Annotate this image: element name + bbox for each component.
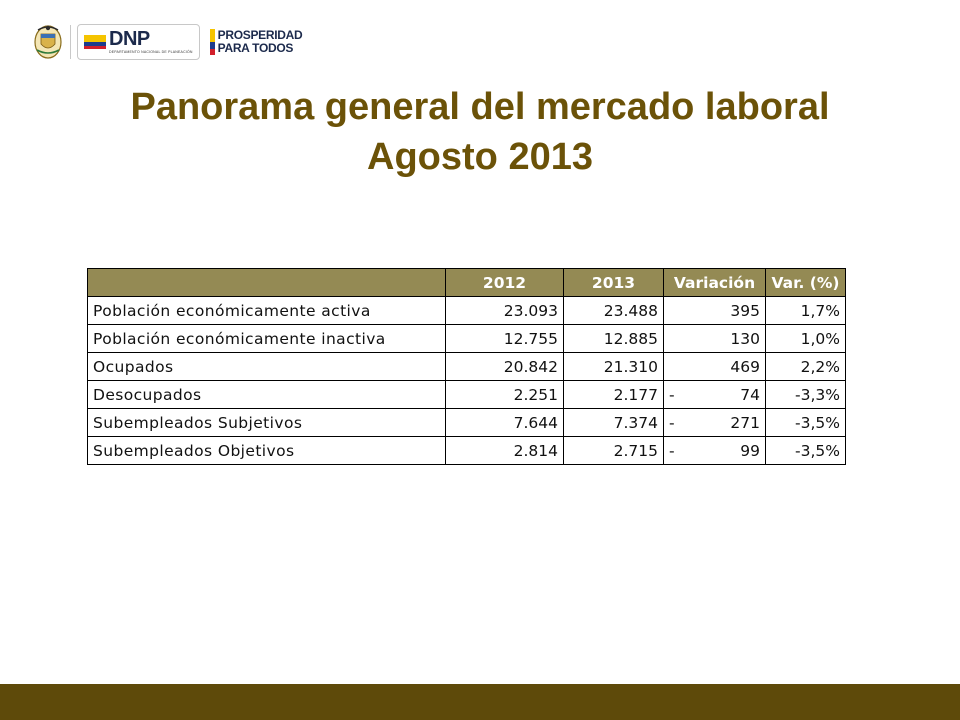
cell-2013: 7.374: [564, 409, 664, 437]
labor-market-table-container: [87, 268, 846, 465]
table-row: [88, 325, 846, 353]
cell-2012: 2.814: [446, 437, 564, 465]
cell-var-pct: -3,3%: [766, 381, 846, 409]
cell-var-pct: -3,5%: [766, 437, 846, 465]
table-row: [88, 437, 846, 465]
cell-var-pct: 1,7%: [766, 297, 846, 325]
prosperidad-line1: PROSPERIDAD: [217, 28, 303, 43]
prosperidad-logo: [210, 29, 303, 55]
dnp-logo-text: DNP: [109, 28, 150, 51]
cell-variacion: [664, 437, 766, 465]
prosperidad-line2: PARA TODOS: [217, 41, 294, 55]
cell-variacion: [664, 325, 766, 353]
header-cell-blank: [88, 269, 446, 297]
cell-var-pct: -3,5%: [766, 409, 846, 437]
variation-sign: -: [669, 413, 675, 432]
table-row: [88, 409, 846, 437]
footer-bar: [0, 684, 960, 720]
table-row: [88, 381, 846, 409]
variation-value: 271: [730, 413, 760, 432]
variation-sign: -: [669, 385, 675, 404]
cell-2012: 7.644: [446, 409, 564, 437]
title-line-2: Agosto 2013: [367, 136, 593, 178]
cell-2012: 12.755: [446, 325, 564, 353]
colombia-coat-of-arms-icon: [32, 22, 64, 62]
cell-variacion: [664, 409, 766, 437]
variation-value: 130: [730, 329, 760, 348]
table-row: [88, 353, 846, 381]
header-cell-2012: 2012: [446, 269, 564, 297]
variation-sign: -: [669, 441, 675, 460]
header-cell-var-pct: Var. (%): [766, 269, 846, 297]
dnp-logo-subtitle: DEPARTAMENTO NACIONAL DE PLANEACIÓN: [109, 50, 193, 55]
dnp-logo: [77, 24, 200, 60]
row-label: Ocupados: [88, 353, 446, 381]
cell-variacion: [664, 297, 766, 325]
row-label: Subempleados Subjetivos: [88, 409, 446, 437]
cell-2013: 23.488: [564, 297, 664, 325]
header-cell-variacion: Variación: [664, 269, 766, 297]
cell-variacion: [664, 381, 766, 409]
row-label: Población económicamente inactiva: [88, 325, 446, 353]
colombia-flag-icon: [84, 35, 106, 49]
cell-2013: 2.177: [564, 381, 664, 409]
variation-value: 469: [730, 357, 760, 376]
row-label: Desocupados: [88, 381, 446, 409]
cell-2012: 23.093: [446, 297, 564, 325]
row-label: Subempleados Objetivos: [88, 437, 446, 465]
cell-2012: 2.251: [446, 381, 564, 409]
table-header-row: [88, 269, 846, 297]
cell-2013: 2.715: [564, 437, 664, 465]
cell-2012: 20.842: [446, 353, 564, 381]
row-label: Población económicamente activa: [88, 297, 446, 325]
header-cell-2013: 2013: [564, 269, 664, 297]
cell-var-pct: 1,0%: [766, 325, 846, 353]
variation-value: 99: [740, 441, 760, 460]
header-logos: [32, 20, 302, 64]
page-title: [0, 82, 960, 182]
colombia-flag-stripe-icon: [210, 29, 215, 55]
cell-variacion: [664, 353, 766, 381]
labor-market-table: [87, 268, 846, 465]
variation-value: 74: [740, 385, 760, 404]
logo-divider: [70, 25, 71, 59]
variation-value: 395: [730, 301, 760, 320]
cell-2013: 12.885: [564, 325, 664, 353]
cell-var-pct: 2,2%: [766, 353, 846, 381]
cell-2013: 21.310: [564, 353, 664, 381]
table-row: [88, 297, 846, 325]
title-line-1: Panorama general del mercado laboral: [130, 86, 830, 128]
